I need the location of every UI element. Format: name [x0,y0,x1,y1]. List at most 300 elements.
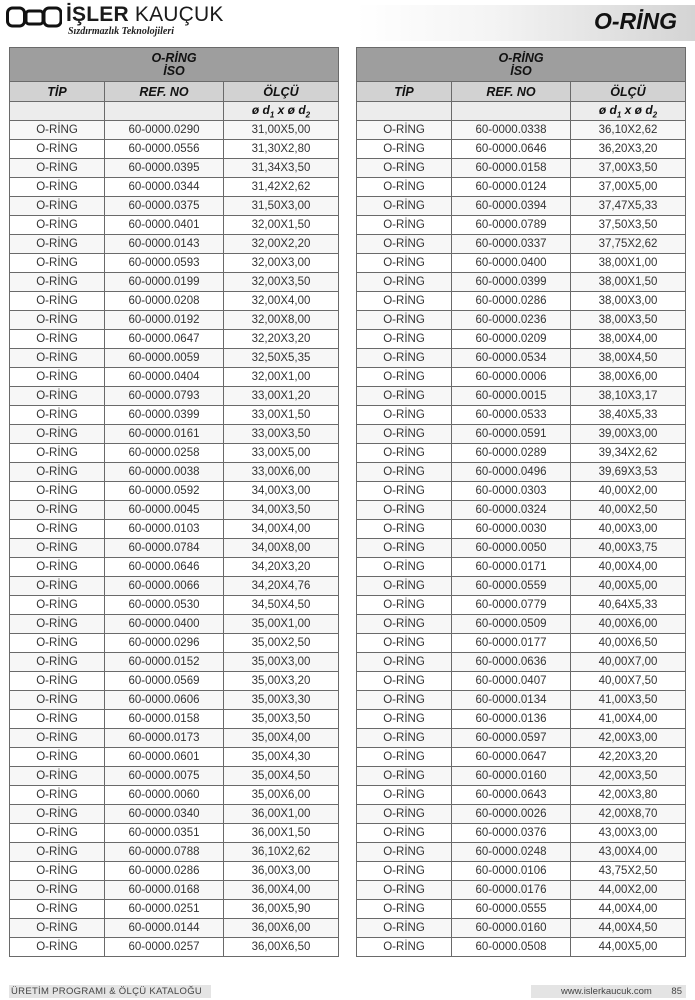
cell-ref-no: 60-0000.0134 [452,691,571,710]
cell-olcu: 36,00X6,50 [224,938,339,957]
cell-olcu: 41,00X3,50 [571,691,686,710]
table-row [10,577,339,596]
cell-tip: O-RİNG [357,216,452,235]
cell-olcu: 43,75X2,50 [571,862,686,881]
cell-olcu: 37,50X3,50 [571,216,686,235]
table-row [357,691,686,710]
dim-sub2: 2 [652,110,658,120]
cell-olcu: 34,20X3,20 [224,558,339,577]
cell-tip: O-RİNG [357,444,452,463]
cell-ref-no: 60-0000.0591 [452,425,571,444]
table-row [357,862,686,881]
cell-ref-no: 60-0000.0394 [452,197,571,216]
cell-tip: O-RİNG [357,577,452,596]
dimension-formula [224,102,339,121]
cell-tip: O-RİNG [357,197,452,216]
cell-tip: O-RİNG [357,805,452,824]
cell-olcu: 32,00X2,20 [224,235,339,254]
table-row [10,558,339,577]
cell-olcu: 31,50X3,00 [224,197,339,216]
cell-olcu: 34,00X8,00 [224,539,339,558]
cell-tip: O-RİNG [10,900,105,919]
table-row [357,558,686,577]
cell-ref-no: 60-0000.0199 [105,273,224,292]
cell-tip: O-RİNG [10,273,105,292]
page-footer [0,983,695,1000]
cell-ref-no: 60-0000.0606 [105,691,224,710]
table-row [357,406,686,425]
cell-tip: O-RİNG [10,463,105,482]
cell-ref-no: 60-0000.0059 [105,349,224,368]
cell-olcu: 34,00X3,50 [224,501,339,520]
cell-ref-no: 60-0000.0258 [105,444,224,463]
brand-name [66,4,224,26]
cell-olcu: 40,00X3,00 [571,520,686,539]
page-header [0,0,695,45]
empty-cell [105,102,224,121]
cell-olcu: 40,00X5,00 [571,577,686,596]
cell-ref-no: 60-0000.0026 [452,805,571,824]
cell-tip: O-RİNG [10,140,105,159]
cell-ref-no: 60-0000.0400 [452,254,571,273]
table-row [357,178,686,197]
table-row [10,843,339,862]
table-row [357,881,686,900]
cell-tip: O-RİNG [357,140,452,159]
table-row [357,672,686,691]
cell-tip: O-RİNG [357,862,452,881]
table-row [10,691,339,710]
cell-ref-no: 60-0000.0168 [105,881,224,900]
cell-ref-no: 60-0000.0038 [105,463,224,482]
cell-ref-no: 60-0000.0407 [452,672,571,691]
dim-sub1: 1 [616,110,622,120]
cell-tip: O-RİNG [357,406,452,425]
cell-olcu: 43,00X3,00 [571,824,686,843]
cell-olcu: 40,00X3,75 [571,539,686,558]
cell-tip: O-RİNG [357,121,452,140]
dim-symbol: ø d [251,102,270,117]
cell-olcu: 39,34X2,62 [571,444,686,463]
table-row [357,368,686,387]
cell-tip: O-RİNG [357,938,452,957]
cell-olcu: 35,00X1,00 [224,615,339,634]
cell-ref-no: 60-0000.0509 [452,615,571,634]
table-row [357,520,686,539]
cell-ref-no: 60-0000.0340 [105,805,224,824]
cell-ref-no: 60-0000.0646 [105,558,224,577]
cell-olcu: 33,00X5,00 [224,444,339,463]
cell-tip: O-RİNG [357,349,452,368]
cell-ref-no: 60-0000.0404 [105,368,224,387]
table-row [10,615,339,634]
cell-tip: O-RİNG [357,387,452,406]
table-row [357,444,686,463]
cell-ref-no: 60-0000.0647 [452,748,571,767]
cell-ref-no: 60-0000.0006 [452,368,571,387]
cell-tip: O-RİNG [10,729,105,748]
table-row [357,159,686,178]
cell-olcu: 36,00X3,00 [224,862,339,881]
table-row [10,216,339,235]
cell-olcu: 44,00X4,50 [571,919,686,938]
cell-tip: O-RİNG [357,311,452,330]
cell-olcu: 33,00X1,50 [224,406,339,425]
cell-olcu: 36,00X4,00 [224,881,339,900]
table-row [10,900,339,919]
header-ref-no: REF. NO [452,82,571,102]
cell-ref-no: 60-0000.0338 [452,121,571,140]
table-row [10,786,339,805]
website-link[interactable]: www.islerkaucuk.com [561,986,652,997]
cell-tip: O-RİNG [357,919,452,938]
cell-ref-no: 60-0000.0636 [452,653,571,672]
table-row [10,805,339,824]
cell-olcu: 40,00X2,00 [571,482,686,501]
cell-olcu: 38,00X1,00 [571,254,686,273]
table-row [357,216,686,235]
table-row [357,824,686,843]
table-row [10,748,339,767]
cell-ref-no: 60-0000.0176 [452,881,571,900]
table-row [357,577,686,596]
cell-ref-no: 60-0000.0136 [452,710,571,729]
table-row [10,520,339,539]
cell-ref-no: 60-0000.0789 [452,216,571,235]
cell-olcu: 36,00X1,00 [224,805,339,824]
table-title-line1: O-RİNG [151,50,197,65]
cell-olcu: 40,64X5,33 [571,596,686,615]
table-row [357,615,686,634]
title-banner [356,5,695,41]
cell-olcu: 31,42X2,62 [224,178,339,197]
cell-olcu: 37,47X5,33 [571,197,686,216]
cell-olcu: 34,00X4,00 [224,520,339,539]
header-tip: TİP [10,82,105,102]
cell-olcu: 31,30X2,80 [224,140,339,159]
footer-right [531,985,686,998]
cell-olcu: 35,00X4,50 [224,767,339,786]
cell-olcu: 41,00X4,00 [571,710,686,729]
table-row [10,292,339,311]
cell-olcu: 33,00X3,50 [224,425,339,444]
cell-ref-no: 60-0000.0161 [105,425,224,444]
cell-tip: O-RİNG [10,121,105,140]
cell-tip: O-RİNG [10,748,105,767]
table-row [10,387,339,406]
cell-ref-no: 60-0000.0788 [105,843,224,862]
cell-tip: O-RİNG [357,463,452,482]
cell-ref-no: 60-0000.0173 [105,729,224,748]
cell-tip: O-RİNG [10,653,105,672]
table-row [10,406,339,425]
cell-tip: O-RİNG [357,691,452,710]
cell-olcu: 32,20X3,20 [224,330,339,349]
cell-ref-no: 60-0000.0533 [452,406,571,425]
cell-tip: O-RİNG [10,805,105,824]
cell-ref-no: 60-0000.0103 [105,520,224,539]
table-row [10,919,339,938]
table-row [10,273,339,292]
cell-olcu: 37,00X5,00 [571,178,686,197]
table-row [10,824,339,843]
company-logo [6,4,224,42]
cell-olcu: 39,69X3,53 [571,463,686,482]
cell-ref-no: 60-0000.0496 [452,463,571,482]
table-row [10,634,339,653]
right-table [356,47,685,957]
table-row [357,482,686,501]
cell-ref-no: 60-0000.0555 [452,900,571,919]
cell-olcu: 36,20X3,20 [571,140,686,159]
cell-ref-no: 60-0000.0209 [452,330,571,349]
table-row [10,596,339,615]
cell-tip: O-RİNG [357,615,452,634]
table-row [357,786,686,805]
header-ref-no: REF. NO [105,82,224,102]
table-row [357,349,686,368]
cell-ref-no: 60-0000.0569 [105,672,224,691]
table-row [357,748,686,767]
cell-olcu: 32,00X8,00 [224,311,339,330]
cell-ref-no: 60-0000.0784 [105,539,224,558]
table-title-row [10,48,339,82]
cell-ref-no: 60-0000.0286 [452,292,571,311]
cell-tip: O-RİNG [10,710,105,729]
cell-olcu: 33,00X6,00 [224,463,339,482]
cell-tip: O-RİNG [10,881,105,900]
cell-olcu: 36,00X1,50 [224,824,339,843]
cell-ref-no: 60-0000.0208 [105,292,224,311]
cell-tip: O-RİNG [357,672,452,691]
left-table [9,47,338,957]
cell-ref-no: 60-0000.0351 [105,824,224,843]
cell-olcu: 34,50X4,50 [224,596,339,615]
cell-ref-no: 60-0000.0160 [452,767,571,786]
cell-ref-no: 60-0000.0030 [452,520,571,539]
cell-olcu: 32,50X5,35 [224,349,339,368]
table-row [357,273,686,292]
cell-tip: O-RİNG [357,520,452,539]
cell-ref-no: 60-0000.0050 [452,539,571,558]
cell-tip: O-RİNG [357,482,452,501]
cell-ref-no: 60-0000.0556 [105,140,224,159]
dim-mid: x ø d [621,102,653,117]
table-row [357,539,686,558]
cell-tip: O-RİNG [10,292,105,311]
cell-olcu: 38,10X3,17 [571,387,686,406]
table-row [10,862,339,881]
cell-ref-no: 60-0000.0643 [452,786,571,805]
cell-olcu: 34,00X3,00 [224,482,339,501]
cell-olcu: 35,00X3,20 [224,672,339,691]
cell-tip: O-RİNG [357,425,452,444]
empty-cell [357,102,452,121]
cell-tip: O-RİNG [357,558,452,577]
cell-tip: O-RİNG [10,672,105,691]
header-olcu: ÖLÇÜ [224,82,339,102]
table-row [10,197,339,216]
header-tip: TİP [357,82,452,102]
cell-olcu: 38,00X6,00 [571,368,686,387]
cell-ref-no: 60-0000.0793 [105,387,224,406]
dim-sub1: 1 [269,110,275,120]
table-row [10,463,339,482]
cell-tip: O-RİNG [10,425,105,444]
cell-ref-no: 60-0000.0045 [105,501,224,520]
cell-tip: O-RİNG [357,748,452,767]
cell-olcu: 37,75X2,62 [571,235,686,254]
cell-ref-no: 60-0000.0395 [105,159,224,178]
cell-ref-no: 60-0000.0303 [452,482,571,501]
table-row [10,121,339,140]
cell-olcu: 32,00X3,00 [224,254,339,273]
cell-ref-no: 60-0000.0324 [452,501,571,520]
table-row [357,197,686,216]
cell-ref-no: 60-0000.0375 [105,197,224,216]
table-title [357,48,686,82]
cell-ref-no: 60-0000.0124 [452,178,571,197]
cell-olcu: 40,00X6,50 [571,634,686,653]
cell-ref-no: 60-0000.0399 [105,406,224,425]
table-row [357,596,686,615]
cell-tip: O-RİNG [10,216,105,235]
dimension-formula [571,102,686,121]
column-header-row [357,82,686,102]
cell-ref-no: 60-0000.0597 [452,729,571,748]
table-row [10,425,339,444]
cell-olcu: 36,00X6,00 [224,919,339,938]
empty-cell [452,102,571,121]
table-row [357,900,686,919]
cell-olcu: 42,00X3,50 [571,767,686,786]
cell-tip: O-RİNG [10,558,105,577]
table-row [357,938,686,957]
cell-ref-no: 60-0000.0376 [452,824,571,843]
cell-ref-no: 60-0000.0075 [105,767,224,786]
cell-tip: O-RİNG [357,900,452,919]
cell-tip: O-RİNG [10,577,105,596]
table-row [10,330,339,349]
cell-ref-no: 60-0000.0144 [105,919,224,938]
cell-tip: O-RİNG [10,843,105,862]
table-row [357,634,686,653]
cell-tip: O-RİNG [357,767,452,786]
dim-mid: x ø d [274,102,306,117]
cell-olcu: 31,34X3,50 [224,159,339,178]
table-row [10,235,339,254]
cell-olcu: 35,00X4,00 [224,729,339,748]
cell-olcu: 40,00X7,00 [571,653,686,672]
cell-ref-no: 60-0000.0066 [105,577,224,596]
cell-tip: O-RİNG [10,235,105,254]
cell-tip: O-RİNG [10,615,105,634]
dim-symbol: ø d [598,102,617,117]
cell-ref-no: 60-0000.0401 [105,216,224,235]
cell-olcu: 36,10X2,62 [224,843,339,862]
table-row [357,121,686,140]
cell-ref-no: 60-0000.0158 [452,159,571,178]
table-row [357,311,686,330]
cell-olcu: 34,20X4,76 [224,577,339,596]
cell-olcu: 38,00X3,00 [571,292,686,311]
cell-tip: O-RİNG [10,387,105,406]
cell-tip: O-RİNG [357,254,452,273]
table-row [357,235,686,254]
cell-tip: O-RİNG [357,368,452,387]
cell-tip: O-RİNG [357,710,452,729]
cell-ref-no: 60-0000.0106 [452,862,571,881]
table-row [357,729,686,748]
cell-tip: O-RİNG [357,292,452,311]
brand-tagline: Sızdırmazlık Teknolojileri [68,26,175,37]
cell-tip: O-RİNG [10,501,105,520]
cell-tip: O-RİNG [10,596,105,615]
cell-olcu: 40,00X6,00 [571,615,686,634]
cell-tip: O-RİNG [357,159,452,178]
table-row [10,140,339,159]
cell-ref-no: 60-0000.0647 [105,330,224,349]
table-row [357,140,686,159]
cell-olcu: 35,00X3,00 [224,653,339,672]
table-row [10,539,339,558]
cell-tip: O-RİNG [10,539,105,558]
cell-tip: O-RİNG [357,501,452,520]
cell-tip: O-RİNG [10,824,105,843]
cell-tip: O-RİNG [357,843,452,862]
cell-ref-no: 60-0000.0160 [452,919,571,938]
cell-ref-no: 60-0000.0289 [452,444,571,463]
cell-ref-no: 60-0000.0257 [105,938,224,957]
cell-olcu: 42,00X3,80 [571,786,686,805]
table-row [10,311,339,330]
cell-tip: O-RİNG [357,273,452,292]
cell-olcu: 43,00X4,00 [571,843,686,862]
cell-ref-no: 60-0000.0530 [105,596,224,615]
dimension-row [10,102,339,121]
cell-tip: O-RİNG [10,406,105,425]
cell-tip: O-RİNG [10,311,105,330]
table-row [357,425,686,444]
table-row [10,349,339,368]
cell-tip: O-RİNG [10,178,105,197]
cell-ref-no: 60-0000.0286 [105,862,224,881]
cell-tip: O-RİNG [10,691,105,710]
logo-rings-icon [6,6,62,28]
cell-tip: O-RİNG [10,919,105,938]
banner-title: O-RİNG [593,8,677,34]
cell-ref-no: 60-0000.0779 [452,596,571,615]
cell-tip: O-RİNG [10,159,105,178]
table-row [357,463,686,482]
table-row [357,710,686,729]
cell-olcu: 36,00X5,90 [224,900,339,919]
cell-olcu: 35,00X2,50 [224,634,339,653]
table-row [10,653,339,672]
cell-ref-no: 60-0000.0015 [452,387,571,406]
cell-tip: O-RİNG [357,881,452,900]
cell-olcu: 44,00X2,00 [571,881,686,900]
cell-tip: O-RİNG [10,786,105,805]
table-row [357,330,686,349]
cell-tip: O-RİNG [357,330,452,349]
cell-olcu: 38,00X1,50 [571,273,686,292]
cell-tip: O-RİNG [10,862,105,881]
table-row [10,159,339,178]
table-row [10,501,339,520]
table-row [357,501,686,520]
table-title-row [357,48,686,82]
